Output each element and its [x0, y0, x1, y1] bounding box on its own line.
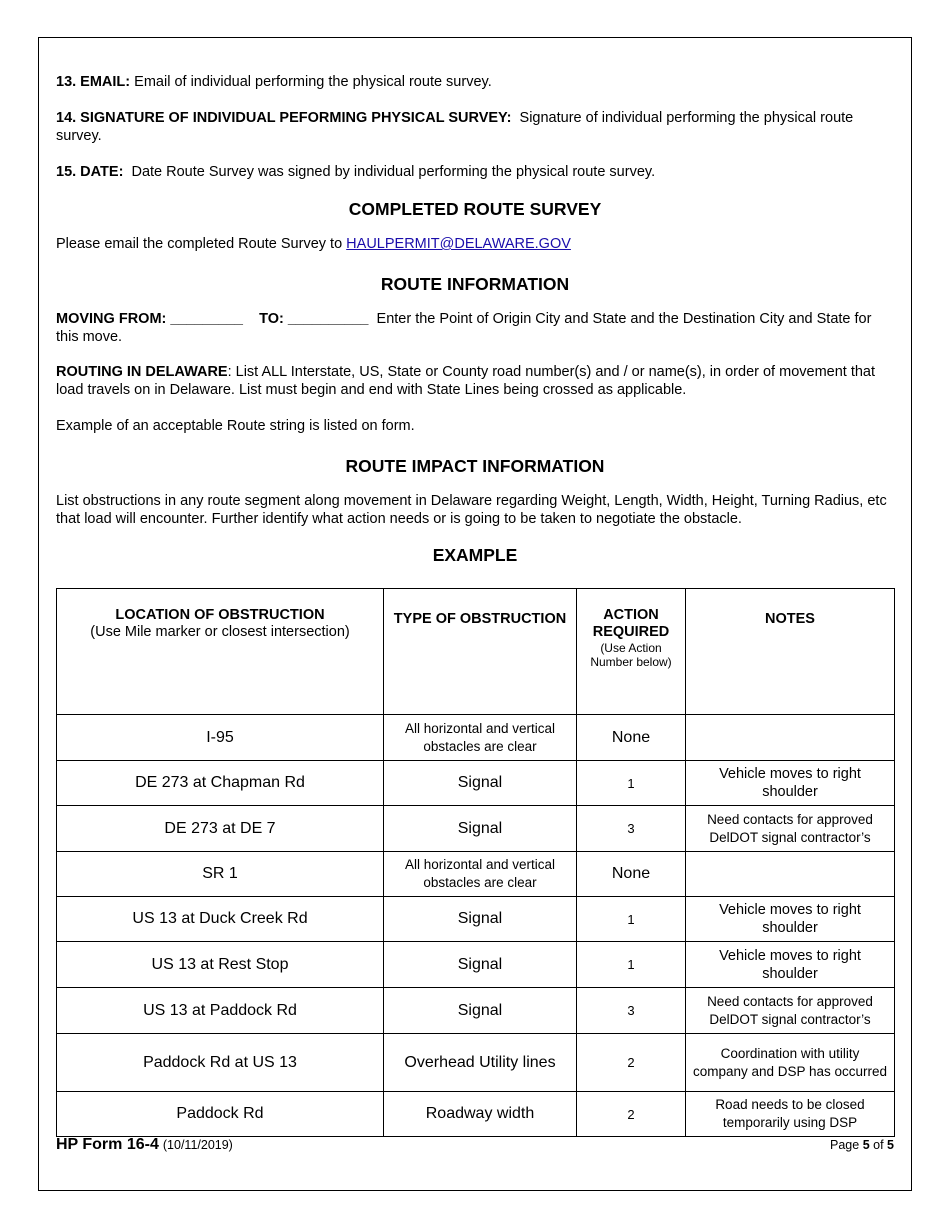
cell-notes	[686, 715, 895, 761]
cell-notes: Need contacts for approved DelDOT signal contractor’s	[686, 988, 895, 1034]
routing-label: ROUTING IN DELAWARE	[56, 364, 228, 380]
cell-notes: Vehicle moves to right shoulder	[686, 942, 895, 988]
to-label: TO: __________	[259, 311, 369, 327]
cell-notes: Road needs to be closed temporarily using DSP	[686, 1092, 895, 1137]
header-action-label: ACTION REQUIRED	[592, 607, 670, 640]
table-row	[57, 988, 895, 1034]
page-current: 5	[862, 1138, 870, 1152]
table-row	[57, 897, 895, 942]
cell-type: All horizontal and vertical obstacles are clear	[384, 715, 577, 761]
page-word: Page	[830, 1138, 860, 1152]
item-date	[56, 163, 894, 181]
item-email-text: Email of individual performing the physical route survey.	[134, 74, 492, 90]
header-action	[577, 589, 686, 715]
form-id	[56, 1136, 233, 1154]
item-signature-text: Signature of individual performing the physical route survey.	[56, 110, 854, 144]
table-row	[57, 852, 895, 897]
form-name: HP Form 16-4	[56, 1136, 159, 1153]
header-type-label: TYPE OF OBSTRUCTION	[393, 611, 567, 627]
cell-notes	[686, 852, 895, 897]
cell-action: 2	[577, 1092, 686, 1137]
moving-text: Enter the Point of Origin City and State and the Destination City and State for this move.	[56, 311, 872, 345]
cell-location: Paddock Rd at US 13	[57, 1034, 384, 1092]
cell-action: 1	[577, 897, 686, 942]
cell-location: I-95	[57, 715, 384, 761]
header-location	[57, 589, 384, 715]
cell-location: US 13 at Rest Stop	[57, 942, 384, 988]
page-total: 5	[887, 1138, 894, 1152]
header-action-sub: (Use Action Number below)	[590, 641, 672, 669]
routing-text: : List ALL Interstate, US, State or County road number(s) and / or name(s), in order of movement that load travels on in Delaware. List must begin and end with State Lines being crossed as applicable.	[56, 364, 876, 398]
item-date-text: Date Route Survey was signed by individual performing the physical route survey.	[131, 164, 656, 180]
cell-type: Signal	[384, 761, 577, 806]
header-location-label: LOCATION OF OBSTRUCTION	[115, 607, 325, 623]
routing-paragraph	[56, 363, 894, 399]
table-row	[57, 942, 895, 988]
cell-type: Signal	[384, 897, 577, 942]
cell-notes: Coordination with utility company and DSP has occurred	[686, 1034, 895, 1092]
cell-type: Overhead Utility lines	[384, 1034, 577, 1092]
cell-location: SR 1	[57, 852, 384, 897]
cell-notes: Vehicle moves to right shoulder	[686, 897, 895, 942]
header-type	[384, 589, 577, 715]
header-notes	[686, 589, 895, 715]
cell-type: Signal	[384, 942, 577, 988]
cell-location: DE 273 at DE 7	[57, 806, 384, 852]
item-signature-label: 14. SIGNATURE OF INDIVIDUAL PEFORMING PHYSICAL SURVEY:	[56, 110, 512, 126]
cell-notes: Need contacts for approved DelDOT signal contractor’s	[686, 806, 895, 852]
route-info-heading: ROUTE INFORMATION	[380, 274, 570, 294]
moving-from-label: MOVING FROM: _________	[56, 311, 243, 327]
completed-text-label: Please email the completed Route Survey to	[56, 236, 343, 252]
page-of: of	[873, 1138, 884, 1152]
impact-heading: ROUTE IMPACT INFORMATION	[345, 456, 605, 476]
cell-type: All horizontal and vertical obstacles are clear	[384, 852, 577, 897]
table-header-row	[57, 589, 895, 715]
impact-text: List obstructions in any route segment along movement in Delaware regarding Weight, Length, Width, Height, Turning Radius, etc that load will encounter. Further identify what action needs or is going to be taken to negotiate the obstacle.	[56, 493, 887, 527]
completed-text	[56, 235, 894, 253]
item-email-label: 13. EMAIL:	[56, 74, 131, 90]
cell-action: None	[577, 852, 686, 897]
email-link[interactable]: HAULPERMIT@DELAWARE.GOV	[346, 236, 571, 252]
example-table	[56, 588, 895, 1137]
header-location-sub: (Use Mile marker or closest intersection)	[90, 624, 350, 640]
table-row	[57, 761, 895, 806]
item-email	[56, 73, 894, 91]
item-signature	[56, 109, 894, 145]
table-row	[57, 806, 895, 852]
completed-heading: COMPLETED ROUTE SURVEY	[348, 199, 602, 219]
cell-action: 3	[577, 988, 686, 1034]
cell-type: Signal	[384, 806, 577, 852]
example-heading: EXAMPLE	[432, 545, 518, 565]
example-route-text: Example of an acceptable Route string is listed on form.	[56, 418, 415, 434]
table-row	[57, 1092, 895, 1137]
cell-action: 3	[577, 806, 686, 852]
cell-type: Signal	[384, 988, 577, 1034]
item-date-label: 15. DATE:	[56, 164, 124, 180]
cell-type: Roadway width	[384, 1092, 577, 1137]
cell-action: 1	[577, 942, 686, 988]
cell-location: Paddock Rd	[57, 1092, 384, 1137]
cell-action: None	[577, 715, 686, 761]
header-notes-label: NOTES	[765, 611, 815, 627]
page-number	[830, 1138, 894, 1152]
cell-location: DE 273 at Chapman Rd	[57, 761, 384, 806]
cell-location: US 13 at Duck Creek Rd	[57, 897, 384, 942]
moving-from-paragraph	[56, 310, 894, 346]
form-date: (10/11/2019)	[162, 1138, 233, 1152]
cell-action: 2	[577, 1034, 686, 1092]
table-row	[57, 715, 895, 761]
cell-notes: Vehicle moves to right shoulder	[686, 761, 895, 806]
cell-location: US 13 at Paddock Rd	[57, 988, 384, 1034]
cell-action: 1	[577, 761, 686, 806]
table-row	[57, 1034, 895, 1092]
